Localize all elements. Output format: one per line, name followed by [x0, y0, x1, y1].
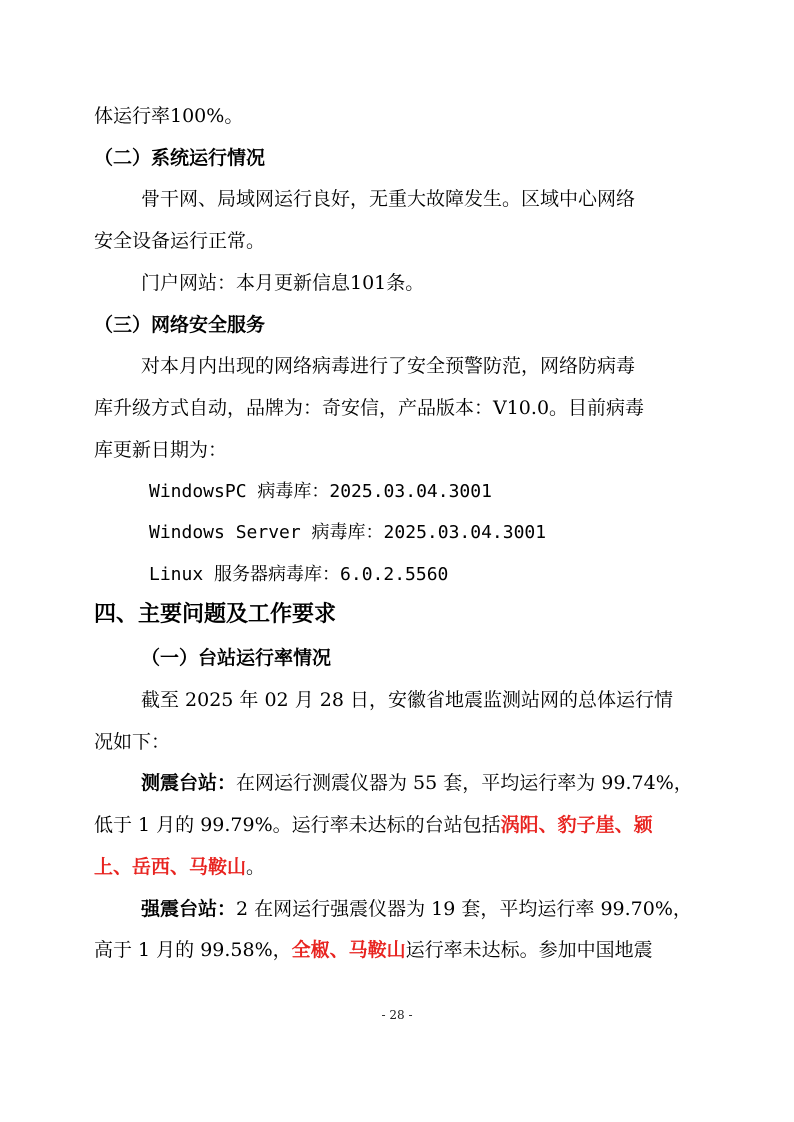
seismic-station-label: 测震台站：	[141, 772, 237, 794]
highlight-stations: 上、岳西、马鞍山	[94, 856, 247, 878]
paragraph-line: 库升级方式自动，品牌为：奇安信，产品版本：V10.0。目前病毒	[94, 397, 645, 419]
section-heading: （一）台站运行率情况	[141, 647, 332, 669]
paragraph-line	[94, 813, 653, 837]
paragraph-line: 安全设备运行正常。	[94, 230, 266, 252]
paragraph-line: 对本月内出现的网络病毒进行了安全预警防范，网络防病毒	[141, 355, 636, 377]
page-number: - 28 -	[381, 1008, 413, 1022]
virus-db-linux: Linux 服务器病毒库：6.0.2.5560	[149, 564, 449, 585]
paragraph-text: 高于 1 月的 99.58%，	[94, 939, 292, 961]
paragraph-line: 库更新日期为：	[94, 439, 228, 461]
paragraph-line: 体运行率100%。	[94, 105, 244, 127]
highlight-stations: 涡阳、豹子崖、颍	[500, 814, 653, 836]
paragraph-text: 运行率未达标。参加中国地震	[405, 939, 653, 961]
paragraph-line: 截至 2025 年 02 月 28 日，安徽省地震监测站网的总体运行情	[141, 689, 673, 711]
chapter-heading: 四、主要问题及工作要求	[94, 602, 337, 627]
section-heading: （三）网络安全服务	[94, 314, 266, 336]
paragraph-line: 骨干网、局域网运行良好，无重大故障发生。区域中心网络	[141, 188, 636, 210]
paragraph-line	[94, 938, 653, 962]
paragraph-text: 在网运行测震仪器为 55 套，平均运行率为 99.74%，	[236, 772, 693, 794]
paragraph-text: 。	[246, 856, 266, 878]
paragraph-line	[141, 897, 692, 921]
highlight-stations: 全椒、马鞍山	[291, 939, 406, 961]
paragraph-line: 门户网站：本月更新信息101条。	[141, 272, 425, 294]
paragraph-text: 低于 1 月的 99.79%。运行率未达标的台站包括	[94, 814, 501, 836]
paragraph-text: 2 在网运行强震仪器为 19 套，平均运行率 99.70%，	[236, 898, 692, 920]
strong-motion-station-label: 强震台站：	[141, 898, 237, 920]
virus-db-windowspc: WindowsPC 病毒库：2025.03.04.3001	[149, 481, 492, 502]
section-heading: （二）系统运行情况	[94, 147, 266, 169]
paragraph-line: 况如下：	[94, 731, 171, 753]
paragraph-line	[94, 855, 265, 879]
paragraph-line	[141, 771, 693, 795]
virus-db-windows-server: Windows Server 病毒库：2025.03.04.3001	[149, 522, 547, 543]
